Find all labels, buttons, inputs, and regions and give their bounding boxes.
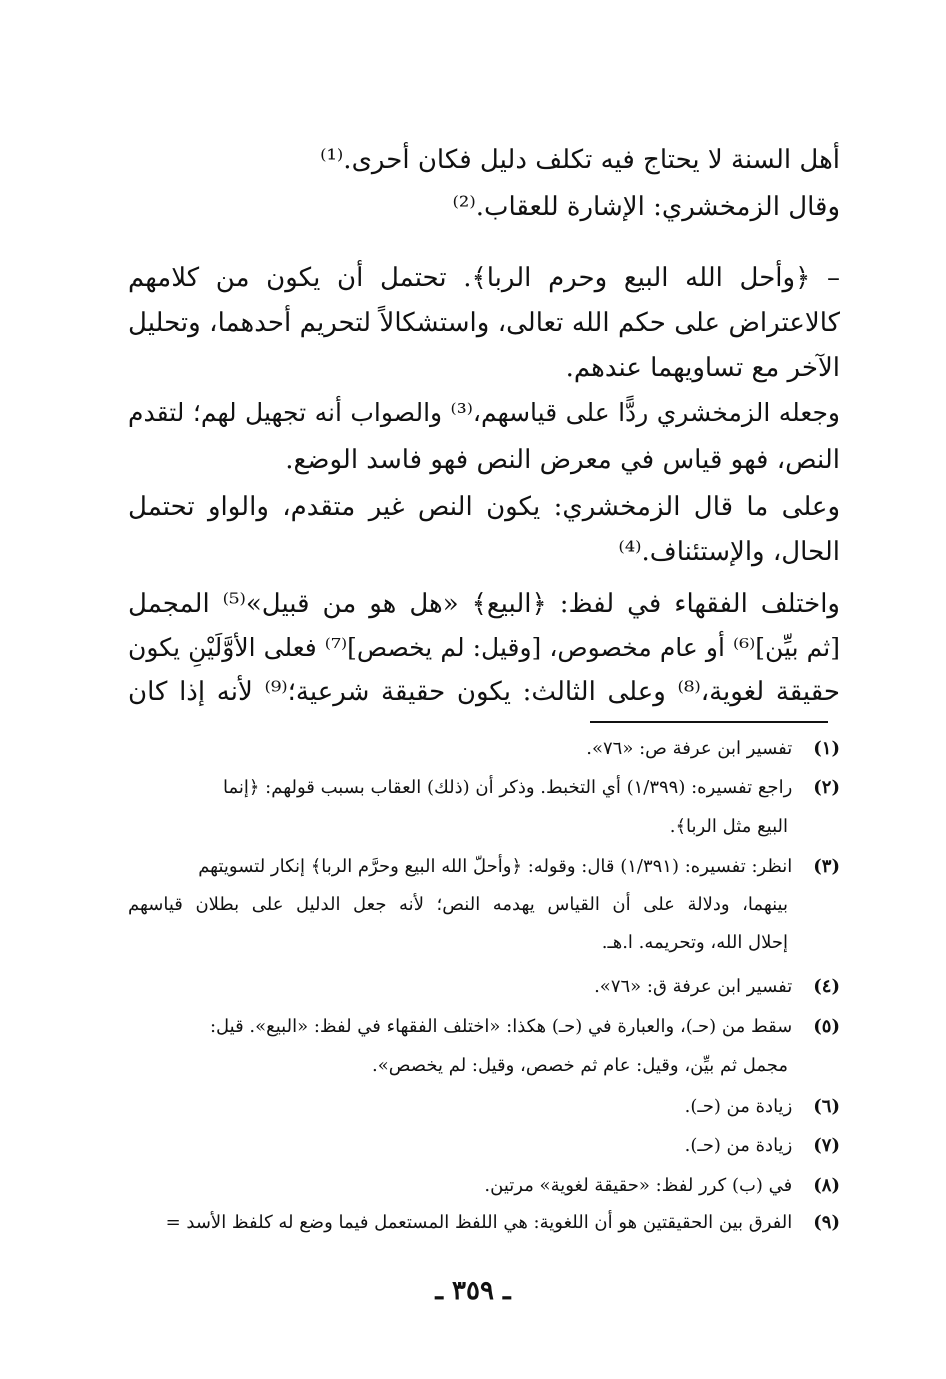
footnote-3-cont-2: إحلال الله، وتحريمه. ا.هـ. [601, 932, 788, 953]
body-line-2: وقال الزمخشري: الإشارة للعقاب.⁽²⁾ [452, 192, 840, 222]
footnote-separator [590, 721, 828, 723]
footnote-text: الفرق بين الحقيقتين هو أن اللغوية: هي اللفظ المستعمل فيما وضع له كلفظ الأسد = [165, 1212, 793, 1233]
body-line-7: النص، فهو قياس في معرض النص فهو فاسد الوضع. [285, 445, 840, 475]
footnote-text: سقط من (حـ)، والعبارة في (حـ) هكذا: «اختلف الفقهاء في لفظ: «البيع». قيل: [209, 1016, 793, 1037]
footnote-2-cont: البيع مثل الربا﴾. [669, 816, 788, 837]
footnote-number: (٦) [813, 1096, 840, 1117]
footnote-number: (٤) [813, 976, 840, 997]
body-line-11: [ثم بيِّن]⁽⁶⁾ أو عام مخصوص، [وقيل: لم يخصص]⁽⁷⁾ فعلى الأوَّلَيْنِ يكون [128, 633, 840, 662]
footnote-number: (٧) [813, 1135, 840, 1156]
footnote-1 [128, 734, 840, 764]
footnote-3-cont-1: بينهما، ودلالة على أن القياس يهدمه النص؛ لأنه جعل الدليل على بطلان قياسهم [128, 894, 788, 915]
page-number: ـ ٣٥٩ ـ [435, 1276, 511, 1306]
footnote-text: تفسير ابن عرفة ص: «٧٦». [586, 738, 793, 759]
body-line-9: الحال، والإستئناف.⁽⁴⁾ [618, 537, 840, 567]
footnote-number: (٩) [813, 1212, 840, 1233]
body-line-4: كالاعتراض على حكم الله تعالى، واستشكالاً لتحريم أحدهما، وتحليل [128, 308, 840, 338]
footnote-8 [128, 1171, 840, 1201]
footnote-number: (٣) [813, 856, 840, 877]
footnote-6 [128, 1092, 840, 1122]
footnote-number: (٨) [813, 1175, 840, 1196]
footnote-text: زيادة من (حـ). [684, 1096, 793, 1117]
body-line-6: وجعله الزمخشري ردًّا على قياسهم،⁽³⁾ والصواب أنه تجهيل لهم؛ لتقدم [128, 398, 841, 427]
body-line-10: واختلف الفقهاء في لفظ: ﴿البيع﴾ «هل هو من قبيل»⁽⁵⁾ المجمل [128, 589, 840, 619]
body-line-1: أهل السنة لا يحتاج فيه تكلف دليل فكان أحرى.⁽¹⁾ [320, 145, 840, 175]
body-line-5: الآخر مع تساويهما عندهم. [565, 353, 840, 383]
footnote-5-cont: مجمل ثم بيِّن، وقيل: عام ثم خصص، وقيل: لم يخصص». [371, 1055, 788, 1076]
footnote-text: راجع تفسيره: (١/٣٩٩) أي التخبط. وذكر أن (ذلك) العقاب بسبب قولهم: ﴿إنما [223, 777, 793, 798]
footnote-4 [128, 972, 840, 1002]
body-line-12: حقيقة لغوية،⁽⁸⁾ وعلى الثالث: يكون حقيقة شرعية؛⁽⁹⁾ لأنه إذا كان [128, 677, 840, 707]
footnote-number: (٢) [813, 777, 840, 798]
footnote-text: زيادة من (حـ). [684, 1135, 793, 1156]
footnote-5 [128, 1012, 840, 1042]
footnote-text: انظر: تفسيره: (١/٣٩١) قال: وقوله: ﴿وأحلّ الله البيع وحرَّم الربا﴾ إنكار لتسويتهم [198, 856, 793, 877]
body-line-3: – ﴿وأحل الله البيع وحرم الربا﴾. تحتمل أن يكون من كلامهم [128, 263, 840, 293]
footnote-2 [128, 773, 840, 803]
footnote-text: تفسير ابن عرفة ق: «٧٦». [594, 976, 793, 997]
footnote-3 [128, 852, 840, 882]
footnote-9 [128, 1208, 840, 1238]
footnote-number: (٥) [813, 1016, 840, 1037]
footnote-number: (١) [813, 738, 840, 759]
footnote-text: في (ب) كرر لفظ: «حقيقة لغوية» مرتين. [484, 1175, 793, 1196]
footnote-7 [128, 1131, 840, 1161]
body-line-8: وعلى ما قال الزمخشري: يكون النص غير متقدم، والواو تحتمل [128, 492, 840, 522]
